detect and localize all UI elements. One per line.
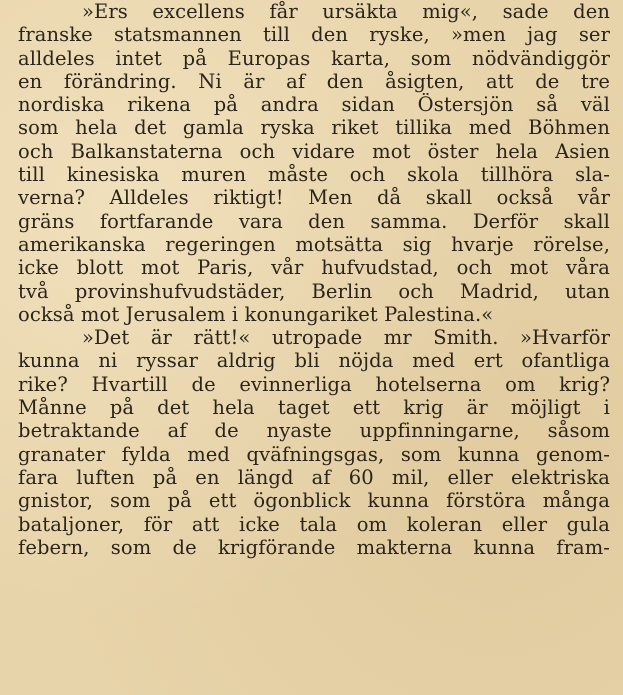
text-line: gnistor, som på ett ögonblick kunna förstöra många: [18, 489, 610, 513]
text-line: bataljoner, för att icke tala om koleran eller gula: [18, 512, 610, 536]
text-line: rike? Hvartill de evinnerliga hotelserna om krig?: [18, 372, 610, 396]
text-line: och Balkanstaterna och vidare mot öster hela Asien: [18, 139, 610, 163]
text-line: amerikanska regeringen motsätta sig hvarje rörelse,: [18, 232, 610, 256]
text-line: »Ers excellens får ursäkta mig«, sade den: [82, 0, 610, 23]
text-line: febern, som de krigförande makterna kunna fram-: [18, 535, 610, 559]
text-line: till kinesiska muren måste och skola tillhöra sla-: [18, 163, 610, 187]
text-line: Månne på det hela taget ett krig är möjligt i: [18, 396, 610, 420]
text-line: två provinshufvudstäder, Berlin och Madrid, utan: [18, 279, 610, 303]
text-line: som hela det gamla ryska riket tillika med Böhmen: [18, 116, 610, 140]
text-line: nordiska rikena på andra sidan Östersjön så väl: [18, 93, 610, 117]
text-line: verna? Alldeles riktigt! Men då skall också vår: [18, 186, 610, 210]
text-line: granater fylda med qväfningsgas, som kunna genom-: [18, 442, 610, 466]
text-line: en förändring. Ni är af den åsigten, att de tre: [18, 69, 610, 93]
text-line: icke blott mot Paris, vår hufvudstad, och mot våra: [18, 256, 610, 280]
text-line: också mot Jerusalem i konungariket Palestina.«: [18, 302, 494, 326]
body-text: [18, 0, 610, 559]
text-line: gräns fortfarande vara den samma. Derför skall: [18, 209, 610, 233]
text-line: fara luften på en längd af 60 mil, eller elektriska: [18, 465, 610, 489]
text-line: alldeles intet på Europas karta, som nödvändiggör: [18, 46, 610, 70]
text-line: kunna ni ryssar aldrig bli nöjda med ert ofantliga: [18, 349, 610, 373]
text-line: »Det är rätt!« utropade mr Smith. »Hvarför: [82, 326, 610, 350]
text-line: franske statsmannen till den ryske, »men jag ser: [18, 23, 610, 47]
text-line: betraktande af de nyaste uppfinningarne, såsom: [18, 419, 610, 443]
